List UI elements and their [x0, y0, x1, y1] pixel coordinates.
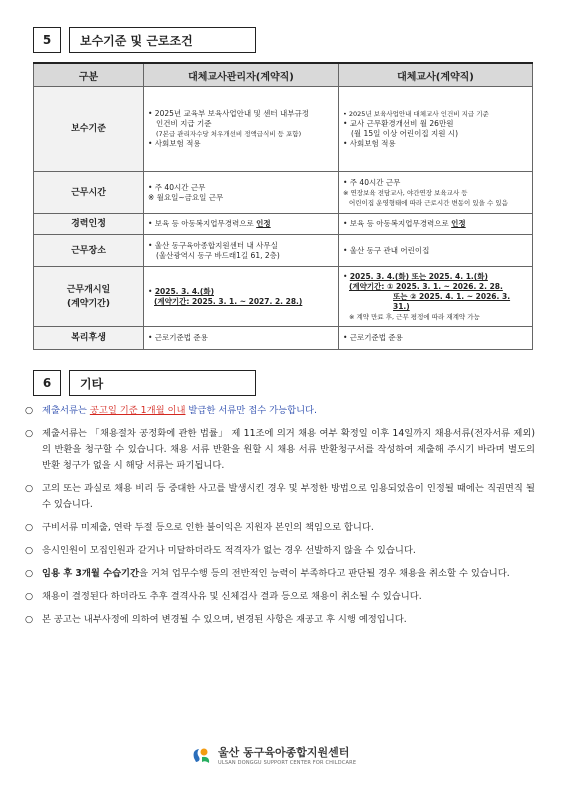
- table-cell: • 근로기준법 준용: [144, 327, 339, 350]
- list-item: ○ 본 공고는 내부사정에 의하여 변경될 수 있으며, 변경된 사항은 재공고 후 시행 예정입니다.: [25, 614, 407, 625]
- table-row: [34, 214, 533, 235]
- row-label: 복리후생: [34, 327, 144, 350]
- table-cell: • 2025년 보육사업안내 대체교사 인건비 지급 기준 • 교사 근무환경개선비 월 26만원 (월 15일 이상 어린이집 지원 시) • 사회보험 적용: [339, 87, 533, 172]
- table-cell: • 보육 등 아동복지업무경력으로 인정: [144, 214, 339, 235]
- table-cell: • 보육 등 아동복지업무경력으로 인정: [339, 214, 533, 235]
- list-item: ○ 임용 후 3개월 수습기간을 거쳐 업무수행 등의 전반적인 능력이 부족하다고 판단될 경우 채용을 취소할 수 있습니다.: [25, 568, 510, 579]
- center-name: 울산 동구육아종합지원센터: [218, 746, 350, 759]
- row-label: 근무시간: [34, 172, 144, 214]
- header-manager: 대체교사관리자(계약직): [144, 63, 339, 87]
- table-cell: • 울산 동구육아종합지원센터 내 사무실 (울산광역시 동구 바드래1길 61, 2층): [144, 235, 339, 267]
- center-logo-icon: [190, 744, 212, 766]
- notes-list: [25, 403, 535, 635]
- table-row: [34, 267, 533, 327]
- row-label: 경력인정: [34, 214, 144, 235]
- table-cell: • 2025. 3. 4.(화) 또는 2025. 4. 1.(화) (계약기간: ① 2025. 3. 1. ~ 2026. 2. 28. 또는 ② 2025. 4. 1. ~ 2026. 3. 31.) ※ 계약 만료 후, 근무 평정에 따라 재계약 가능: [339, 267, 533, 327]
- header-teacher: 대체교사(계약직): [339, 63, 533, 87]
- row-label: 근무개시일 (계약기간): [34, 267, 144, 327]
- footer-logo: [190, 744, 356, 766]
- table-cell: • 주 40시간 근무 ※ 월요일~금요일 근무: [144, 172, 339, 214]
- header-category: 구분: [34, 63, 144, 87]
- table-row: [34, 172, 533, 214]
- table-cell: • 근로기준법 준용: [339, 327, 533, 350]
- table-row: [34, 327, 533, 350]
- row-label: 근무장소: [34, 235, 144, 267]
- row-label: 보수기준: [34, 87, 144, 172]
- table-header-row: [34, 63, 533, 87]
- list-item: ○ 제출서류는 공고일 기준 1개월 이내 발급한 서류만 접수 가능합니다.: [25, 405, 317, 416]
- section-number: 6: [33, 370, 61, 396]
- section-title: 기타: [69, 370, 256, 396]
- table-cell: • 주 40시간 근무 ※ 연장보육 전담교사, 야간연장 보육교사 등 어린이집 운영형태에 따라 근로시간 변동이 있을 수 있음: [339, 172, 533, 214]
- list-item: ○ 응시인원이 모집인원과 같거나 미달하더라도 적격자가 없는 경우 선발하지 않을 수 있습니다.: [25, 545, 416, 556]
- table-cell: • 2025년 교육부 보육사업안내 및 센터 내부규정 인건비 지급 기준 (7본급 관리자수당 처우개선비 정액급식비 등 포함) • 사회보험 적용: [144, 87, 339, 172]
- section-5-header: [33, 27, 256, 53]
- section-6-header: [33, 370, 256, 396]
- list-item: ○ 구비서류 미제출, 연락 두절 등으로 인한 불이익은 지원자 본인의 책임으로 합니다.: [25, 522, 374, 533]
- section-number: 5: [33, 27, 61, 53]
- section-title: 보수기준 및 근로조건: [69, 27, 256, 53]
- table-cell: • 울산 동구 관내 어린이집: [339, 235, 533, 267]
- center-name-en: ULSAN DONGGU SUPPORT CENTER FOR CHILDCARE: [218, 760, 357, 766]
- list-item: ○ 채용이 결정된다 하더라도 추후 결격사유 및 신체검사 결과 등으로 채용이 취소될 수 있습니다.: [25, 591, 422, 602]
- table-row: [34, 87, 533, 172]
- table-cell: • 2025. 3. 4.(화) (계약기간: 2025. 3. 1. ~ 2027. 2. 28.): [144, 267, 339, 327]
- table-row: [34, 235, 533, 267]
- list-item: ○ 제출서류는 「채용절차 공정화에 관한 법률」 제 11조에 의거 채용 여부 확정일 이후 14일까지 채용서류(전자서류 제외)의 반환을 청구할 수 있습니다. 채용 서류 반환을 원할 시 채용 서류 반환청구서를 작성하여 제출해 주시기 바라며 별도의 반환 청구가 없을 시 해당 서류는 파기됩니다.: [25, 428, 535, 471]
- conditions-table: [33, 62, 533, 350]
- list-item: ○ 고의 또는 과실로 채용 비리 등 중대한 사고를 발생시킨 경우 및 부정한 방법으로 임용되었음이 인정될 때에는 직권면직 될 수 있습니다.: [25, 483, 535, 510]
